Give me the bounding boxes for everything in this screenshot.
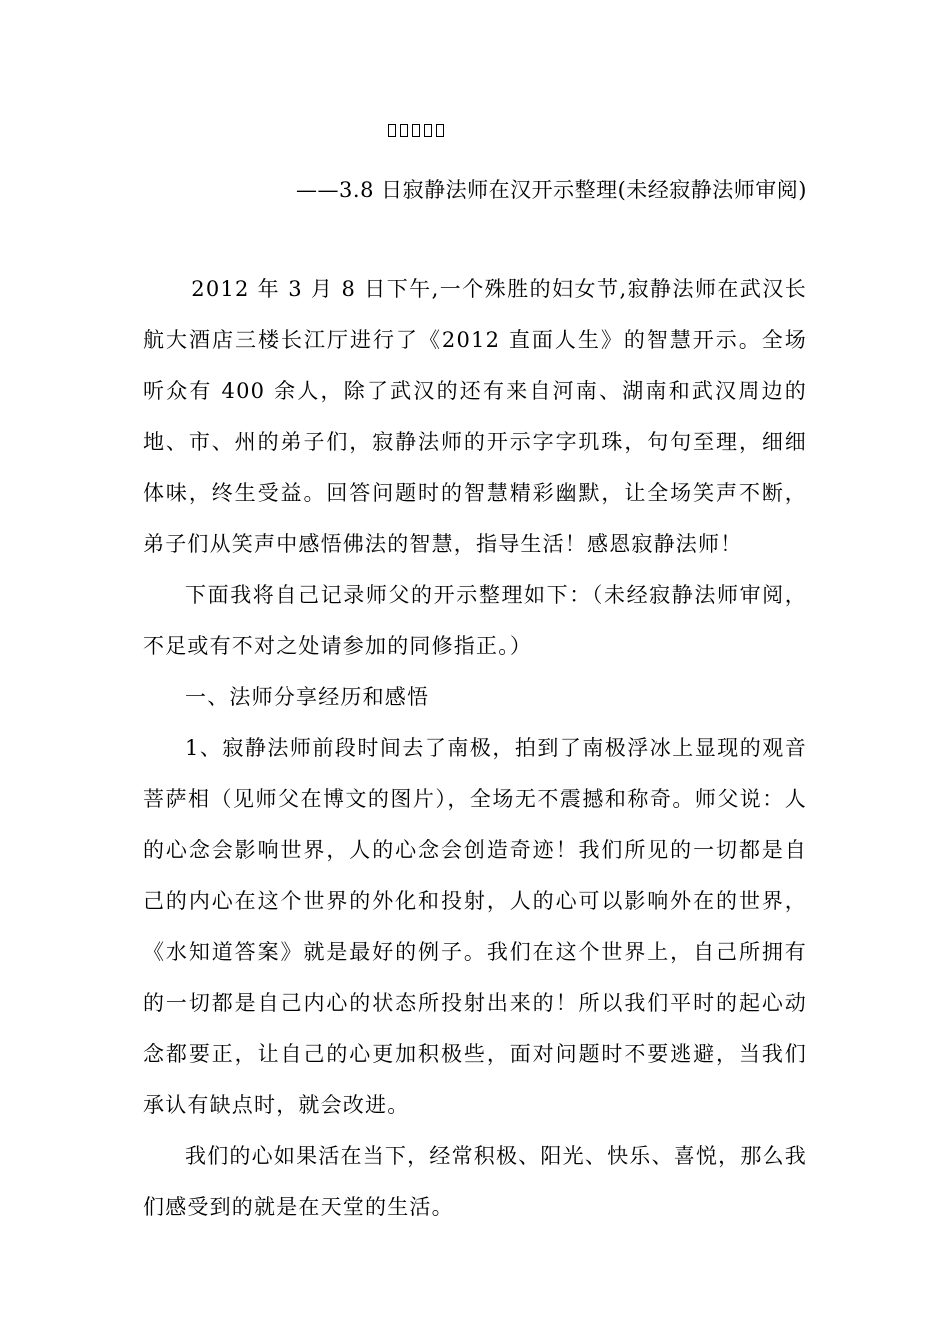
note-paragraph: 下面我将自己记录师父的开示整理如下：（未经寂静法师审阅，不足或有不对之处请参加的同修指正。） (143, 583, 807, 658)
intro-paragraph: 2012 年 3 月 8 日下午,一个殊胜的妇女节,寂静法师在武汉长航大酒店三楼长江厅进行了《2012 直面人生》的智慧开示。全场听众有 400 余人，除了武汉的还有来自河南、湖南和武汉周边的地、市、州的弟子们，寂静法师的开示字字玑珠，句句至理，细细体味，终生受益。回答问题时的智慧精彩幽默，让全场笑声不断，弟子们从笑声中感悟佛法的智慧，指导生活！感恩寂静法师！ (143, 277, 807, 556)
point-1-paragraph: 1、寂静法师前段时间去了南极，拍到了南极浮冰上显现的观音菩萨相（见师父在博文的图片），全场无不震撼和称奇。师父说：人的心念会影响世界，人的心念会创造奇迹！我们所见的一切都是自己的内心在这个世界的外化和投射，人的心可以影响外在的世界，《水知道答案》就是最好的例子。我们在这个世界上，自己所拥有的一切都是自己内心的状态所投射出来的！所以我们平时的起心动念都要正，让自己的心更加积极些，面对问题时不要逃避，当我们承认有缺点时，就会改进。 (143, 736, 807, 1117)
title-missing-glyphs (388, 124, 444, 137)
closing-paragraph: 我们的心如果活在当下，经常积极、阳光、快乐、喜悦，那么我们感受到的就是在天堂的生活。 (143, 1144, 807, 1219)
missing-glyph-box (412, 124, 420, 137)
missing-glyph-box (388, 124, 396, 137)
document-subtitle: ——3.8 日寂静法师在汉开示整理(未经寂静法师审阅) (296, 178, 807, 202)
missing-glyph-box (400, 124, 408, 137)
document-body (143, 264, 807, 1233)
section-heading: 一、法师分享经历和感悟 (185, 685, 430, 709)
missing-glyph-box (436, 124, 444, 137)
missing-glyph-box (424, 124, 432, 137)
